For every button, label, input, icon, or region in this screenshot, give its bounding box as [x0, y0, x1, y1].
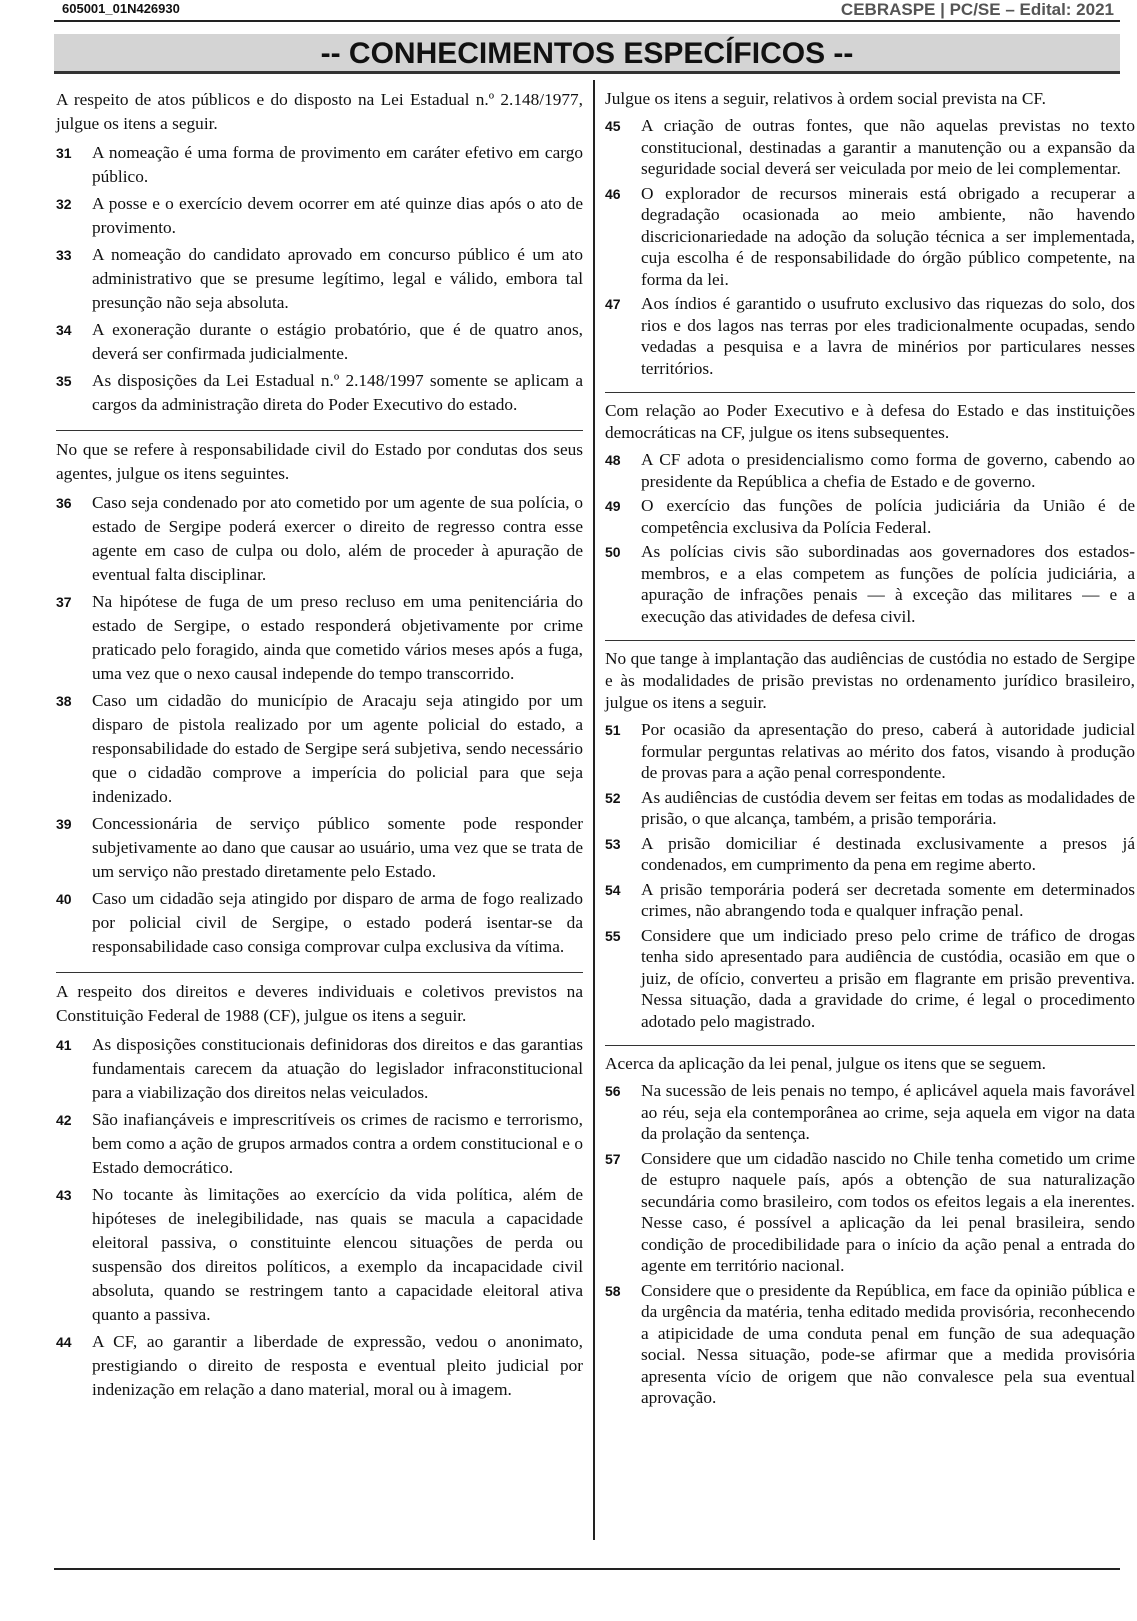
question-text: Caso seja condenado por ato cometido por um agente de sua polícia, o estado de Sergipe poderá exercer o direito de regresso contra esse agente em caso de culpa ou dolo, além de proceder à apuração de eventual falta disciplinar. — [92, 493, 583, 584]
question-number: 35 — [56, 373, 72, 389]
question-item — [605, 495, 1135, 538]
question-text: No tocante às limitações ao exercício da vida política, além de hipóteses de inelegibilidade, nas quais se macula a capacidade eleitoral passiva, o constituinte elencou situações de perda ou suspensão dos direitos políticos, a exemplo da incapacidade civil absoluta, quando se restringem tanto a capacidade eleitoral ativa quanto a passiva. — [92, 1185, 583, 1324]
question-item — [56, 141, 583, 189]
question-number: 39 — [56, 816, 72, 832]
question-text: São inafiançáveis e imprescritíveis os crimes de racismo e terrorismo, bem como a ação de grupos armados contra a ordem constitucional e o Estado democrático. — [92, 1110, 583, 1177]
exam-identifier: CEBRASPE | PC/SE – Edital: 2021 — [840, 0, 1114, 19]
question-text: A exoneração durante o estágio probatório, que é de quatro anos, deverá ser confirmada judicialmente. — [92, 320, 583, 363]
question-text: Caso um cidadão seja atingido por disparo de arma de fogo realizado por policial civil de Sergipe, o estado poderá isentar-se da responsabilidade caso consiga comprovar culpa exclusiva da vítima. — [92, 889, 583, 956]
question-text: Por ocasião da apresentação do preso, caberá à autoridade judicial formular perguntas relativas ao mérito dos fatos, visando à produção de provas para a ação penal correspondente. — [641, 720, 1135, 782]
column-divider — [593, 80, 595, 1540]
question-number: 48 — [605, 452, 621, 468]
question-item — [56, 1183, 583, 1327]
question-number: 56 — [605, 1083, 621, 1099]
question-text: Caso um cidadão do município de Aracaju seja atingido por um disparo de pistola realizado por um agente policial do estado, a responsabilidade do estado de Sergipe será subjetiva, sendo necessário que o cidadão comprove a imperícia do policial para que seja indenizado. — [92, 691, 583, 806]
question-number: 38 — [56, 693, 72, 709]
question-group — [56, 430, 583, 966]
question-item — [605, 293, 1135, 379]
group-instructions: A respeito dos direitos e deveres individuais e coletivos previstos na Constituição Federal de 1988 (CF), julgue os itens a seguir. — [56, 982, 583, 1025]
question-group — [605, 88, 1135, 386]
question-text: O exercício das funções de polícia judiciária da União é de competência exclusiva da Polícia Federal. — [641, 496, 1135, 537]
question-text: A prisão temporária poderá ser decretada somente em determinados crimes, não abrangendo toda e qualquer infração penal. — [641, 879, 1135, 920]
question-text: A posse e o exercício devem ocorrer em até quinze dias após o ato de provimento. — [92, 194, 583, 237]
question-item — [605, 787, 1135, 830]
left-column — [56, 88, 583, 1409]
question-number: 52 — [605, 789, 621, 806]
question-item — [56, 491, 583, 587]
question-item — [56, 243, 583, 315]
question-item — [605, 449, 1135, 492]
question-text: A nomeação é uma forma de provimento em caráter efetivo em cargo público. — [92, 143, 583, 186]
question-text: Na hipótese de fuga de um preso recluso em uma penitenciária do estado de Sergipe, o estado responderá objetivamente por crime praticado pelo foragido, ainda que cometido vários meses após a fuga, uma vez que o nexo causal independe do tempo transcorrido. — [92, 592, 583, 683]
question-text: As audiências de custódia devem ser feitas em todas as modalidades de prisão, o que alcança, também, a prisão temporária. — [641, 787, 1135, 828]
question-group — [56, 972, 583, 1409]
question-item — [56, 369, 583, 417]
question-group — [605, 1045, 1135, 1416]
question-item — [605, 1080, 1135, 1145]
question-number: 49 — [605, 498, 621, 514]
question-group — [605, 392, 1135, 634]
question-item — [56, 1033, 583, 1105]
question-text: As disposições da Lei Estadual n.º 2.148/1997 somente se aplicam a cargos da administração direta do Poder Executivo do estado. — [92, 371, 583, 414]
document-code: 605001_01N426930 — [62, 1, 180, 16]
question-number: 31 — [56, 145, 72, 161]
question-item — [56, 812, 583, 884]
question-number: 46 — [605, 185, 621, 202]
question-item — [605, 879, 1135, 922]
footer-rule — [54, 1568, 1120, 1570]
question-text: Aos índios é garantido o usufruto exclusivo das riquezas do solo, dos rios e dos lagos nas terras por eles tradicionalmente ocupadas, sendo vedadas a pesquisa e a lavra de minérios por particulares nesses territórios. — [641, 294, 1135, 378]
question-number: 43 — [56, 1187, 72, 1203]
question-number: 54 — [605, 881, 621, 898]
question-item — [605, 833, 1135, 876]
question-number: 51 — [605, 722, 621, 738]
question-number: 45 — [605, 118, 621, 134]
question-number: 42 — [56, 1112, 72, 1128]
question-text: A prisão domiciliar é destinada exclusivamente a presos já condenados, em cumprimento da pena em regime aberto. — [641, 833, 1135, 874]
question-item — [605, 541, 1135, 627]
question-item — [605, 183, 1135, 291]
question-text: A CF adota o presidencialismo como forma de governo, cabendo ao presidente da República a chefia de Estado e de governo. — [641, 450, 1135, 491]
question-item — [605, 719, 1135, 784]
question-number: 57 — [605, 1150, 621, 1167]
question-item — [56, 590, 583, 686]
group-instructions: No que tange à implantação das audiências de custódia no estado de Sergipe e às modalidades de prisão previstas no ordenamento jurídico brasileiro, julgue os itens a seguir. — [605, 649, 1135, 712]
question-item — [56, 318, 583, 366]
question-item — [605, 925, 1135, 1033]
group-instructions: No que se refere à responsabilidade civil do Estado por condutas dos seus agentes, julgue os itens seguintes. — [56, 440, 583, 483]
question-text: O explorador de recursos minerais está obrigado a recuperar a degradação ocasionada ao meio ambiente, não havendo discricionariedade na adoção da solução técnica a ser implementada, cuja escolha é de responsabilidade do órgão público competente, na forma da lei. — [641, 183, 1135, 289]
question-text: A nomeação do candidato aprovado em concurso público é um ato administrativo que se presume legítimo, legal e válido, embora tal presunção não seja absoluta. — [92, 245, 583, 312]
question-number: 55 — [605, 927, 621, 944]
question-item — [56, 192, 583, 240]
question-item — [605, 115, 1135, 180]
group-instructions: Julgue os itens a seguir, relativos à ordem social prevista na CF. — [605, 89, 1046, 108]
question-number: 47 — [605, 296, 621, 312]
section-title: -- CONHECIMENTOS ESPECÍFICOS -- — [54, 34, 1120, 74]
question-item — [56, 1108, 583, 1180]
question-item — [56, 689, 583, 809]
question-number: 50 — [605, 544, 621, 560]
question-text: Considere que um indiciado preso pelo crime de tráfico de drogas tenha sido apresentado para audiência de custódia, ocasião em que o juiz, de ofício, converteu a prisão em flagrante em prisão preventiva. Nessa situação, dada a gravidade do crime, é legal o procedimento adotado pelo magistrado. — [641, 925, 1135, 1031]
question-text: Na sucessão de leis penais no tempo, é aplicável aquela mais favorável ao réu, seja ela contemporânea ao crime, seja aquela em vigor na data da prolação da sentença. — [641, 1081, 1135, 1143]
question-number: 53 — [605, 835, 621, 852]
page-header — [54, 0, 1120, 22]
question-number: 33 — [56, 247, 72, 263]
question-group — [56, 88, 583, 424]
question-text: Considere que o presidente da República, em face da opinião pública e da urgência da matéria, tenha editado medida provisória, reconhecendo a atipicidade de uma conduta penal em função de sua adequação social. Nessa situação, pode-se afirmar que a medida provisória apresenta vício de origem que não convalesce pela sua eventual aprovação. — [641, 1280, 1135, 1407]
question-group — [605, 640, 1135, 1039]
question-number: 44 — [56, 1334, 72, 1350]
question-number: 32 — [56, 196, 72, 212]
question-number: 36 — [56, 495, 72, 511]
question-text: As disposições constitucionais definidoras dos direitos e das garantias fundamentais carecem da atuação do legislador infraconstitucional para a viabilização dos direitos nelas veiculados. — [92, 1035, 583, 1102]
question-item — [605, 1280, 1135, 1409]
question-text: A criação de outras fontes, que não aquelas previstas no texto constitucional, destinadas a garantir a manutenção ou a expansão da seguridade social deverá ser veiculada por meio de lei complementar. — [641, 116, 1135, 178]
question-text: As polícias civis são subordinadas aos governadores dos estados-membros, e a elas competem as funções de polícia judiciária, a apuração de infrações penais — à exceção das militares — e a execução das atividades de defesa civil. — [641, 542, 1135, 626]
question-number: 34 — [56, 322, 72, 338]
question-number: 41 — [56, 1037, 72, 1053]
group-instructions: A respeito de atos públicos e do disposto na Lei Estadual n.º 2.148/1977, julgue os itens a seguir. — [56, 90, 583, 133]
question-number: 40 — [56, 891, 72, 907]
question-item — [605, 1148, 1135, 1277]
right-column — [605, 88, 1135, 1416]
question-number: 37 — [56, 594, 72, 610]
question-number: 58 — [605, 1282, 621, 1299]
question-text: A CF, ao garantir a liberdade de expressão, vedou o anonimato, prestigiando o direito de resposta e eventual pleito judicial por indenização em relação a dano material, moral ou à imagem. — [92, 1332, 583, 1399]
question-text: Concessionária de serviço público somente pode responder subjetivamente ao dano que causar ao usuário, uma vez que se trata de um serviço não prestado diretamente pelo Estado. — [92, 814, 583, 881]
group-instructions: Acerca da aplicação da lei penal, julgue os itens que se seguem. — [605, 1054, 1046, 1073]
question-item — [56, 1330, 583, 1402]
question-item — [56, 887, 583, 959]
question-text: Considere que um cidadão nascido no Chile tenha cometido um crime de estupro naquele país, após a obtenção de sua naturalização secundária como brasileiro, com todos os efeitos legais a ela inerentes. Nesse caso, é possível a aplicação da lei penal brasileira, sendo condição de procedibilidade para o início da ação penal a entrada do agente em território nacional. — [641, 1148, 1135, 1275]
group-instructions: Com relação ao Poder Executivo e à defesa do Estado e das instituições democráticas na CF, julgue os itens subsequentes. — [605, 401, 1135, 442]
